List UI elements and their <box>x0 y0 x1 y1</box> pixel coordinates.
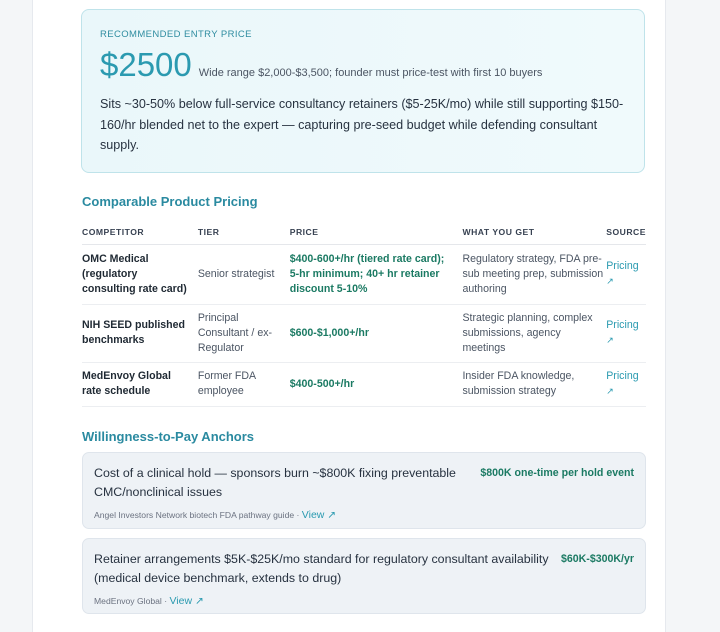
cell-tier: Former FDA employee <box>198 362 290 406</box>
cell-tier: Senior strategist <box>198 244 290 304</box>
comparable-pricing-table <box>82 220 646 407</box>
cell-competitor: OMC Medical (regulatory consulting rate card) <box>82 244 198 304</box>
cell-source <box>606 304 646 362</box>
entry-price-row <box>100 46 626 84</box>
table-row <box>82 244 646 304</box>
recommended-entry-price-card <box>81 9 645 173</box>
wtp-anchor-text: Cost of a clinical hold — sponsors burn ~$800K fixing preventable CMC/nonclinical issues <box>94 466 456 499</box>
source-pricing-link[interactable] <box>606 259 638 289</box>
wtp-anchor-source-label: Angel Investors Network biotech FDA pathway guide · <box>94 510 302 520</box>
header-competitor: COMPETITOR <box>82 220 198 244</box>
header-what-you-get: WHAT YOU GET <box>462 220 606 244</box>
table-header-row <box>82 220 646 244</box>
table-row <box>82 362 646 406</box>
wtp-anchor-text: Retainer arrangements $5K-$25K/mo standard for regulatory consultant availability (medical device benchmark, extends to drug) <box>94 552 549 585</box>
comparable-pricing-title: Comparable Product Pricing <box>82 194 258 209</box>
cell-price: $400-600+/hr (tiered rate card); 5-hr minimum; 40+ hr retainer discount 5-10% <box>290 244 463 304</box>
wtp-anchor-amount: $800K one-time per hold event <box>480 467 634 479</box>
wtp-anchor-source <box>94 509 634 521</box>
cell-source <box>606 244 646 304</box>
source-link-label: Pricing <box>606 260 639 272</box>
entry-price-description: Sits ~30-50% below full-service consultancy retainers ($5-25K/mo) while still supporting $150-160/hr blended net to the expert — capturing pre-seed budget while defending consultant supply. <box>100 97 624 152</box>
cell-price: $600-$1,000+/hr <box>290 304 463 362</box>
wtp-anchor-source-label: MedEnvoy Global · <box>94 596 170 606</box>
cell-competitor: NIH SEED published benchmarks <box>82 304 198 362</box>
wtp-anchor-card <box>82 538 646 614</box>
view-link[interactable]: View ↗ <box>301 509 337 521</box>
wtp-anchor-source <box>94 595 634 607</box>
external-link-icon: ↗ <box>606 386 614 396</box>
header-tier: TIER <box>198 220 290 244</box>
external-link-icon: ↗ <box>606 276 614 286</box>
cell-price: $400-500+/hr <box>290 362 463 406</box>
cell-what-you-get: Insider FDA knowledge, submission strategy <box>462 362 606 406</box>
cell-tier: Principal Consultant / ex-Regulator <box>198 304 290 362</box>
wtp-anchor-card <box>82 452 646 529</box>
wtp-anchor-amount: $60K-$300K/yr <box>560 553 634 565</box>
header-price: PRICE <box>290 220 463 244</box>
entry-price-value: $2500 <box>100 46 192 83</box>
wtp-anchors-title: Willingness-to-Pay Anchors <box>82 429 255 444</box>
entry-price-range-note: Wide range $2,000-$3,500; founder must price-test with first 10 buyers <box>198 67 543 79</box>
cell-source <box>606 362 646 406</box>
header-source: SOURCE <box>606 220 646 244</box>
source-link-label: Pricing <box>606 319 639 331</box>
table-row <box>82 304 646 362</box>
cell-competitor: MedEnvoy Global rate schedule <box>82 362 198 406</box>
cell-what-you-get: Strategic planning, complex submissions, agency meetings <box>462 304 606 362</box>
source-link-label: Pricing <box>606 370 639 382</box>
source-pricing-link[interactable] <box>606 369 638 399</box>
source-pricing-link[interactable] <box>606 318 638 348</box>
entry-price-eyebrow: RECOMMENDED ENTRY PRICE <box>100 29 252 40</box>
report-page <box>32 0 666 632</box>
external-link-icon: ↗ <box>606 335 614 345</box>
view-link[interactable]: View ↗ <box>169 595 204 607</box>
cell-what-you-get: Regulatory strategy, FDA pre-sub meeting prep, submission authoring <box>462 244 606 304</box>
